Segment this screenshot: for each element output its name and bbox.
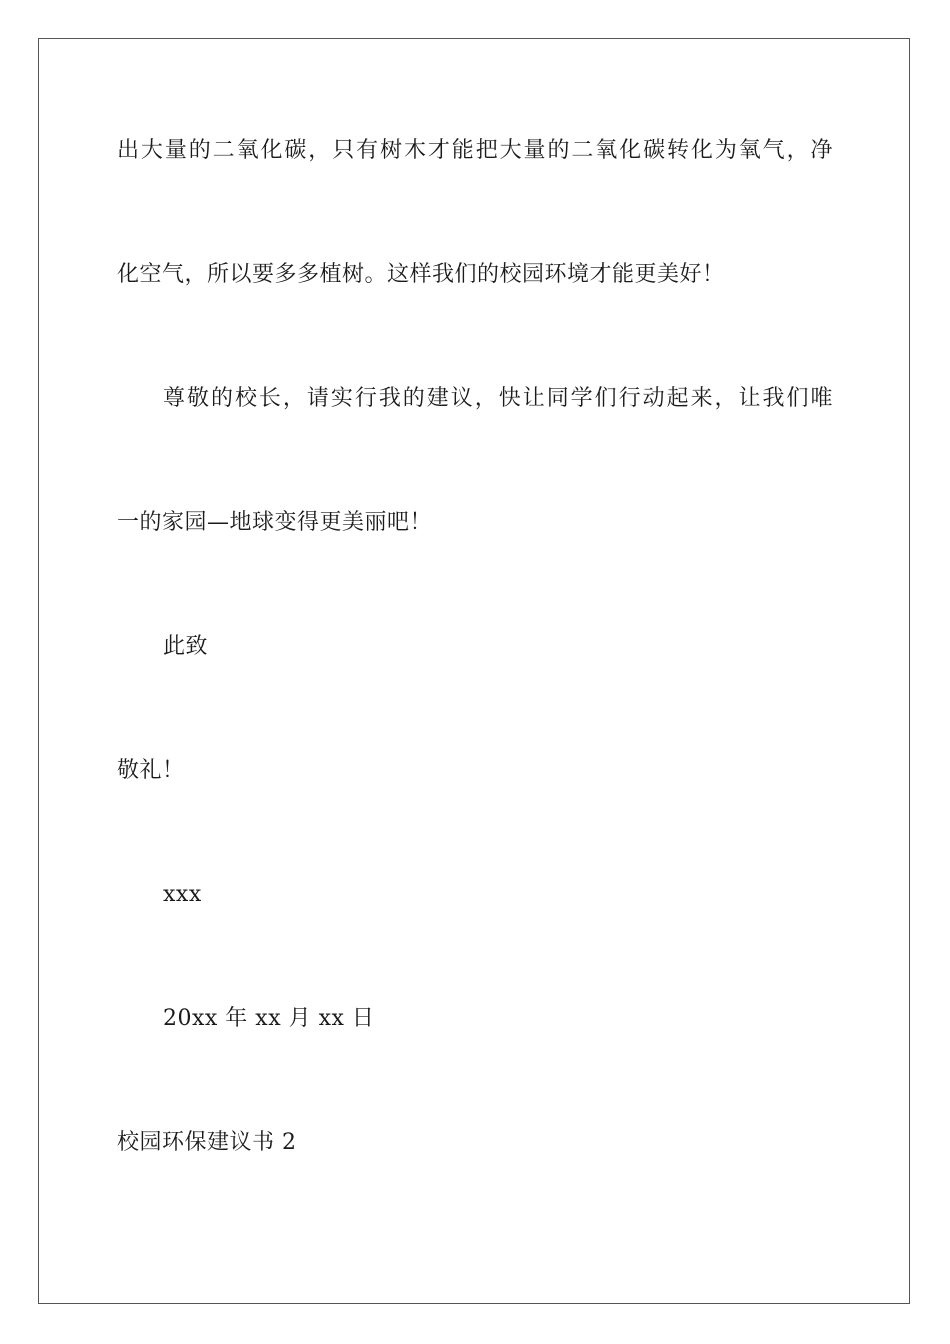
closing-regards: 敬礼！: [117, 758, 185, 783]
body-text-line-1: 出大量的二氧化碳，只有树木才能把大量的二氧化碳转化为氧气，净: [117, 138, 833, 163]
section-heading: 校园环保建议书 2: [117, 1130, 297, 1155]
signature-name: xxx: [163, 882, 202, 907]
signature-date: 20xx 年 xx 月 xx 日: [163, 1006, 375, 1031]
body-text-line-4: 一的家园—地球变得更美丽吧！: [117, 510, 433, 535]
page-frame: [38, 38, 910, 1304]
body-text-line-2: 化空气，所以要多多植树。这样我们的校园环境才能更美好！: [117, 262, 725, 287]
closing-salutation: 此致: [163, 634, 209, 659]
body-text-line-3: 尊敬的校长，请实行我的建议，快让同学们行动起来，让我们唯: [163, 386, 833, 411]
